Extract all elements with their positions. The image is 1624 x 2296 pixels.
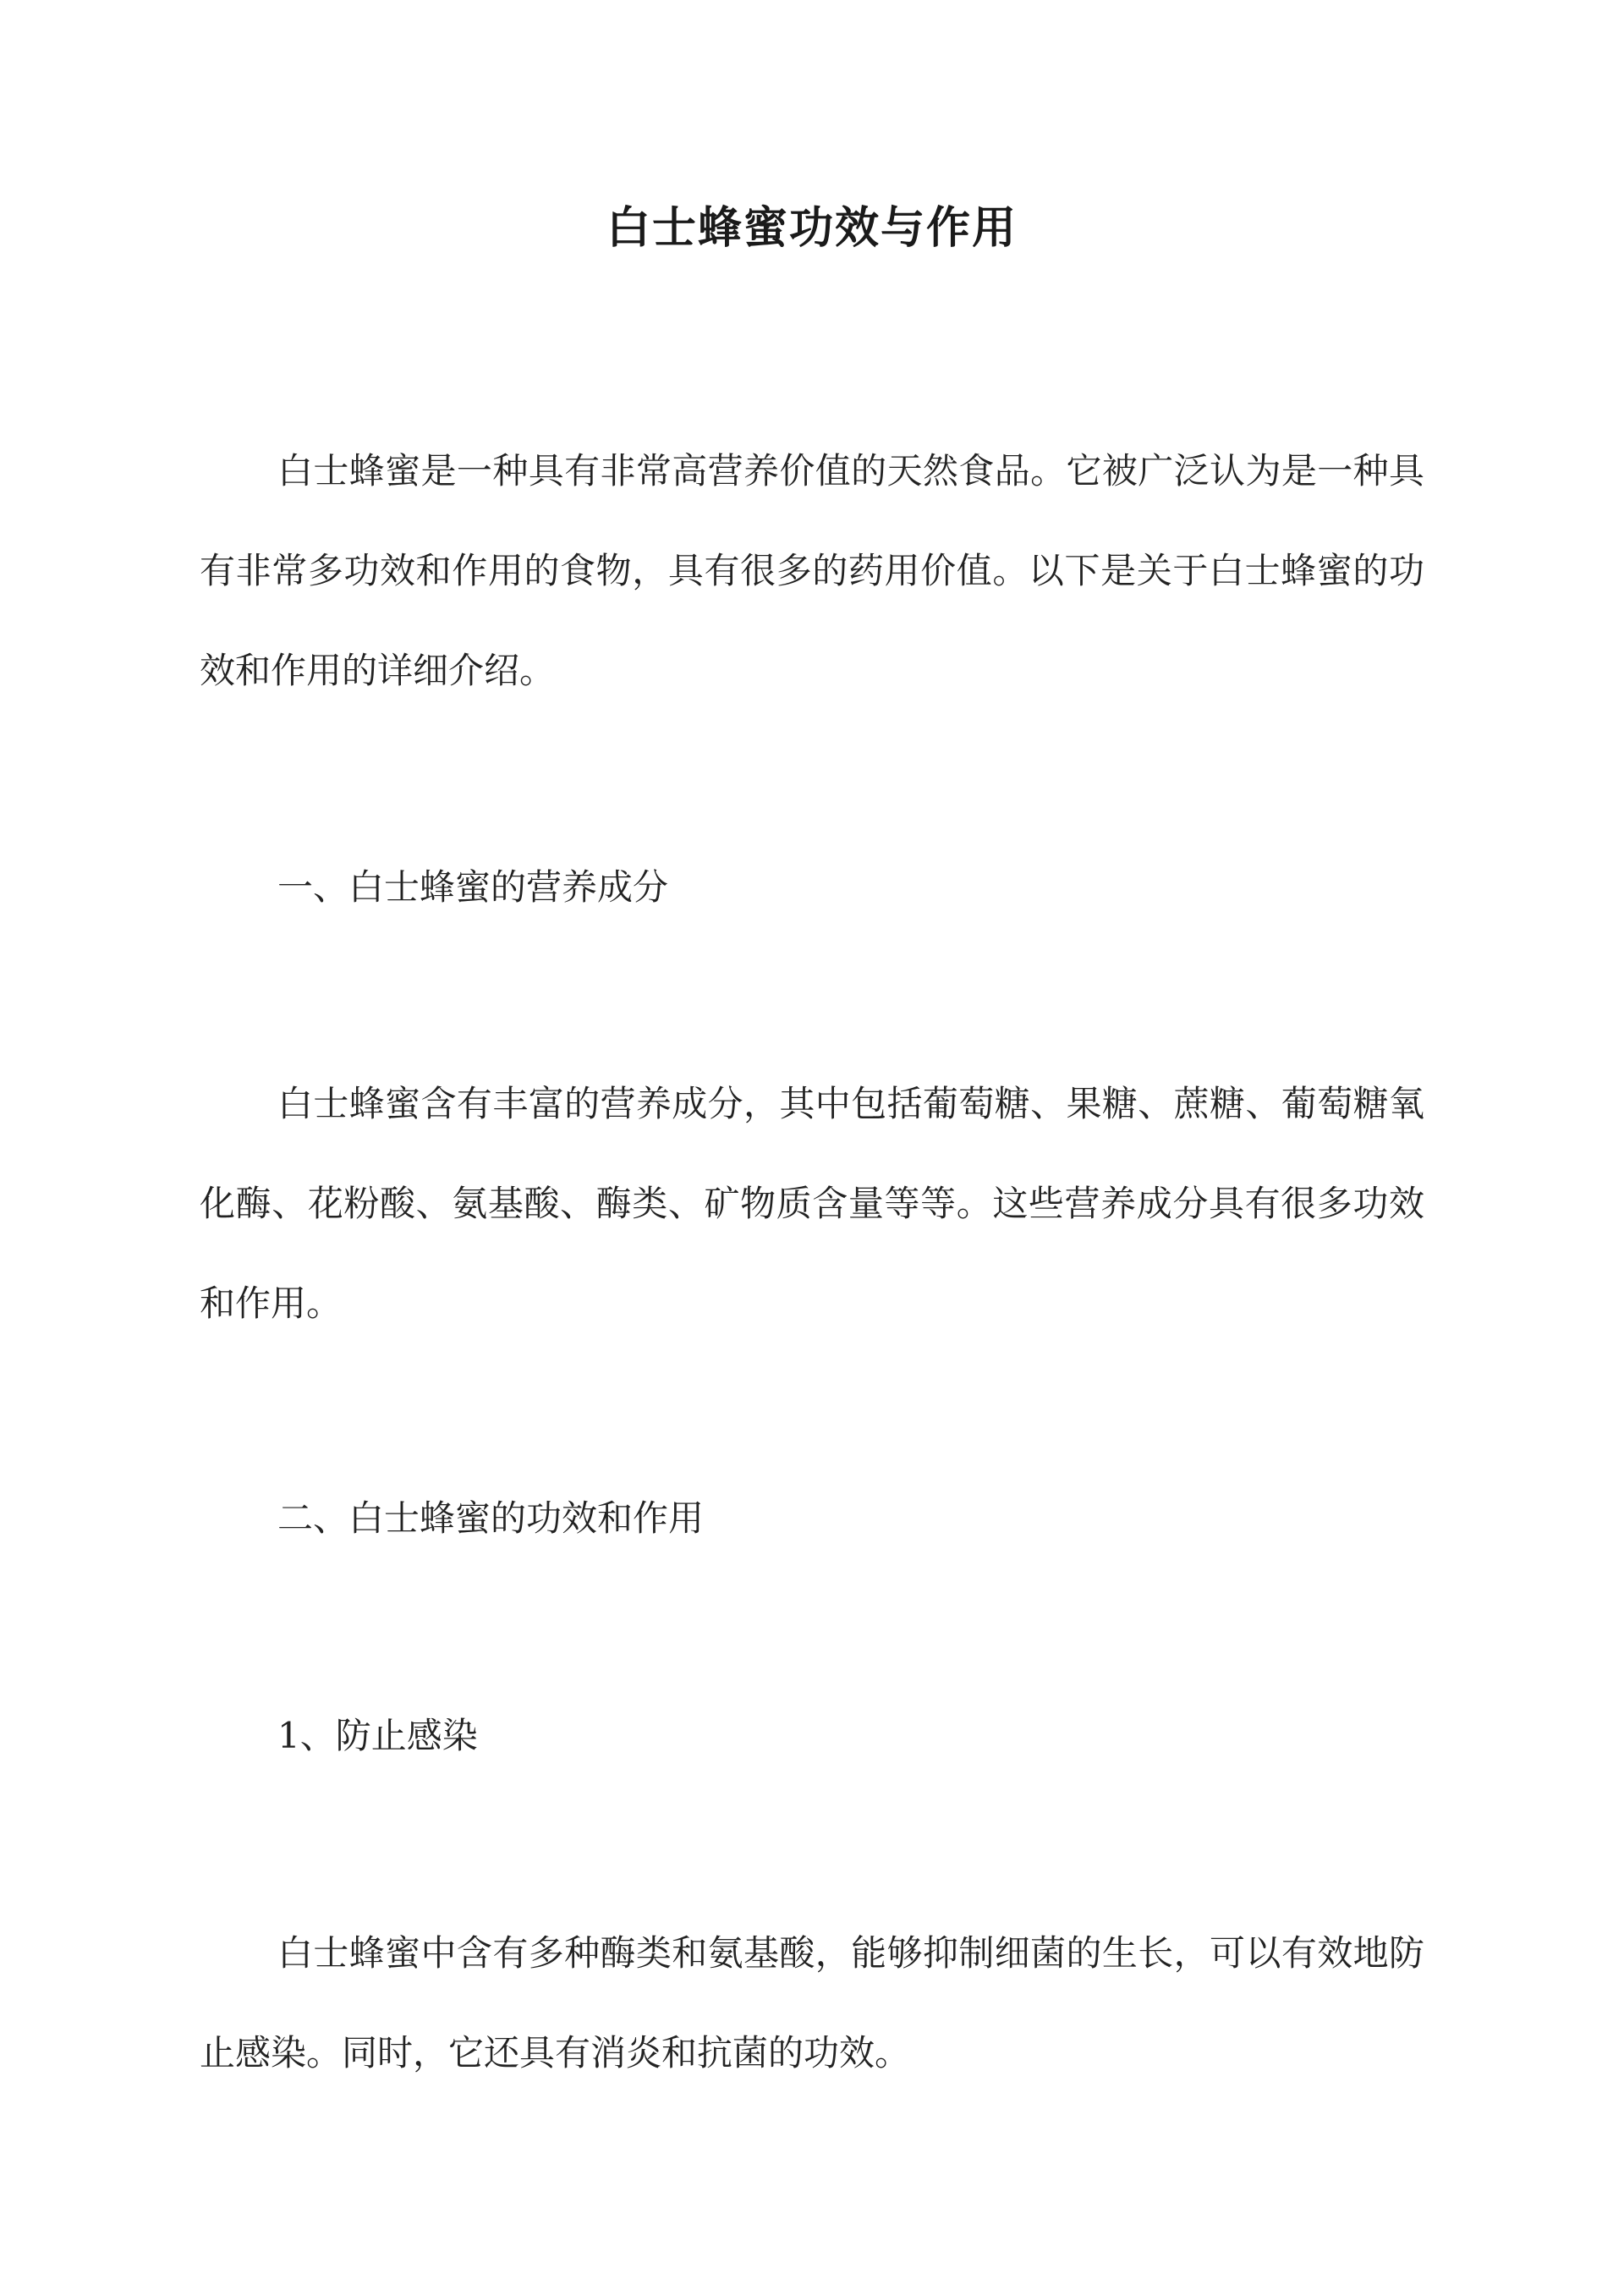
section-1-paragraph: 白士蜂蜜含有丰富的营养成分，其中包括葡萄糖、果糖、蔗糖、葡萄糖氧化酶、花粉酸、氨基酸、酶类、矿物质含量等等。这些营养成分具有很多功效和作用。 — [200, 1083, 1424, 1324]
item-1-paragraph: 白士蜂蜜中含有多种酶类和氨基酸，能够抑制细菌的生长，可以有效地防止感染。同时，它还具有消炎和抗菌的功效。 — [200, 1932, 1424, 2074]
intro-paragraph: 白士蜂蜜是一种具有非常高营养价值的天然食品。它被广泛认为是一种具有非常多功效和作用的食物，具有很多的药用价值。以下是关于白士蜂蜜的功效和作用的详细介绍。 — [200, 450, 1424, 691]
section-2-heading: 二、白士蜂蜜的功效和作用 — [277, 1497, 705, 1539]
section-1-heading: 一、白士蜂蜜的营养成分 — [277, 866, 669, 908]
document-title: 白士蜂蜜功效与作用 — [606, 202, 1018, 254]
item-1-heading: 1、防止感染 — [277, 1715, 478, 1756]
